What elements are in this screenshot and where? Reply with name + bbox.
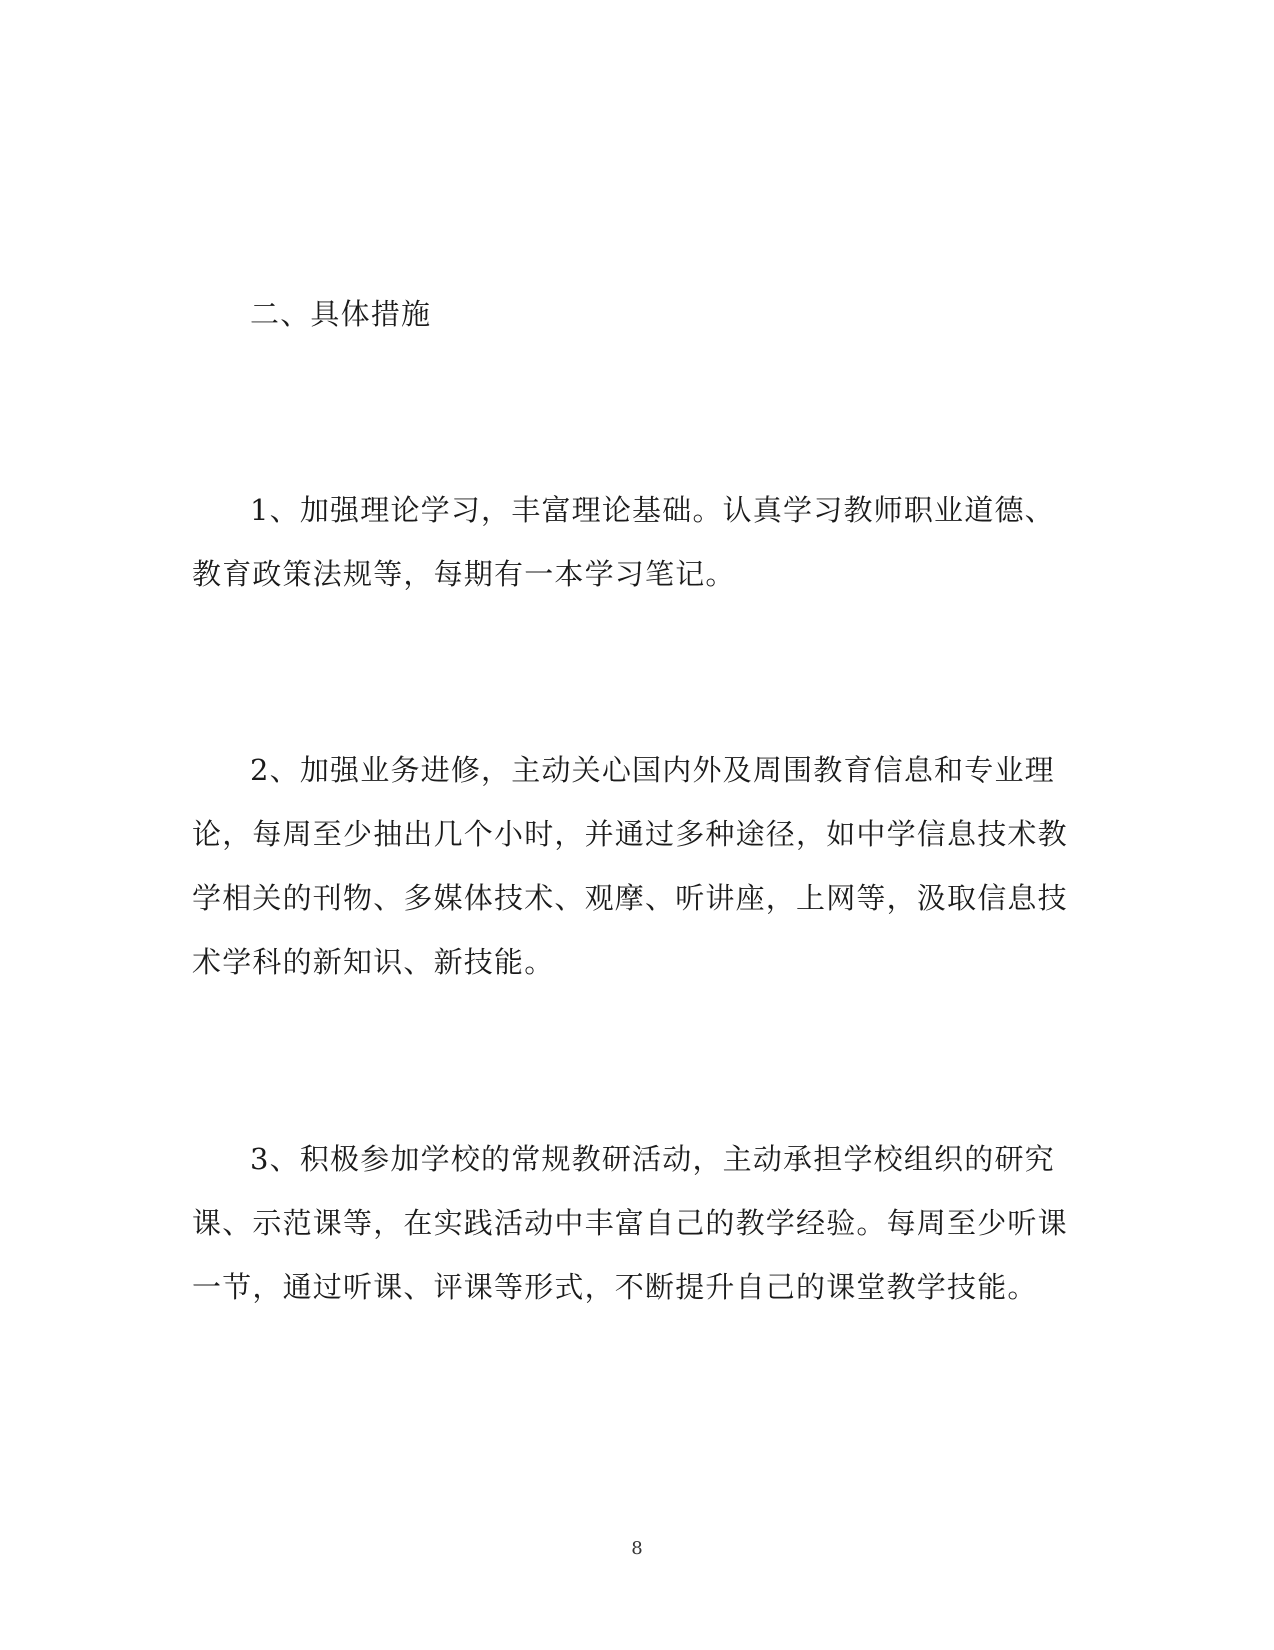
paragraph-2: 2、加强业务进修，主动关心国内外及周围教育信息和专业理论，每周至少抽出几个小时，并通过多种途径，如中学信息技术教学相关的刊物、多媒体技术、观摩、听讲座，上网等，汲取信息技术学科的新知识、新技能。 — [192, 753, 1068, 979]
page-number: 8 — [631, 1538, 643, 1559]
paragraph-1: 1、加强理论学习，丰富理论基础。认真学习教师职业道德、教育政策法规等，每期有一本学习笔记。 — [192, 493, 1055, 591]
section-heading: 二、具体措施 — [250, 297, 432, 331]
paragraph-3: 3、积极参加学校的常规教研活动，主动承担学校组织的研究课、示范课等，在实践活动中丰富自己的教学经验。每周至少听课一节，通过听课、评课等形式，不断提升自己的课堂教学技能。 — [192, 1142, 1068, 1304]
